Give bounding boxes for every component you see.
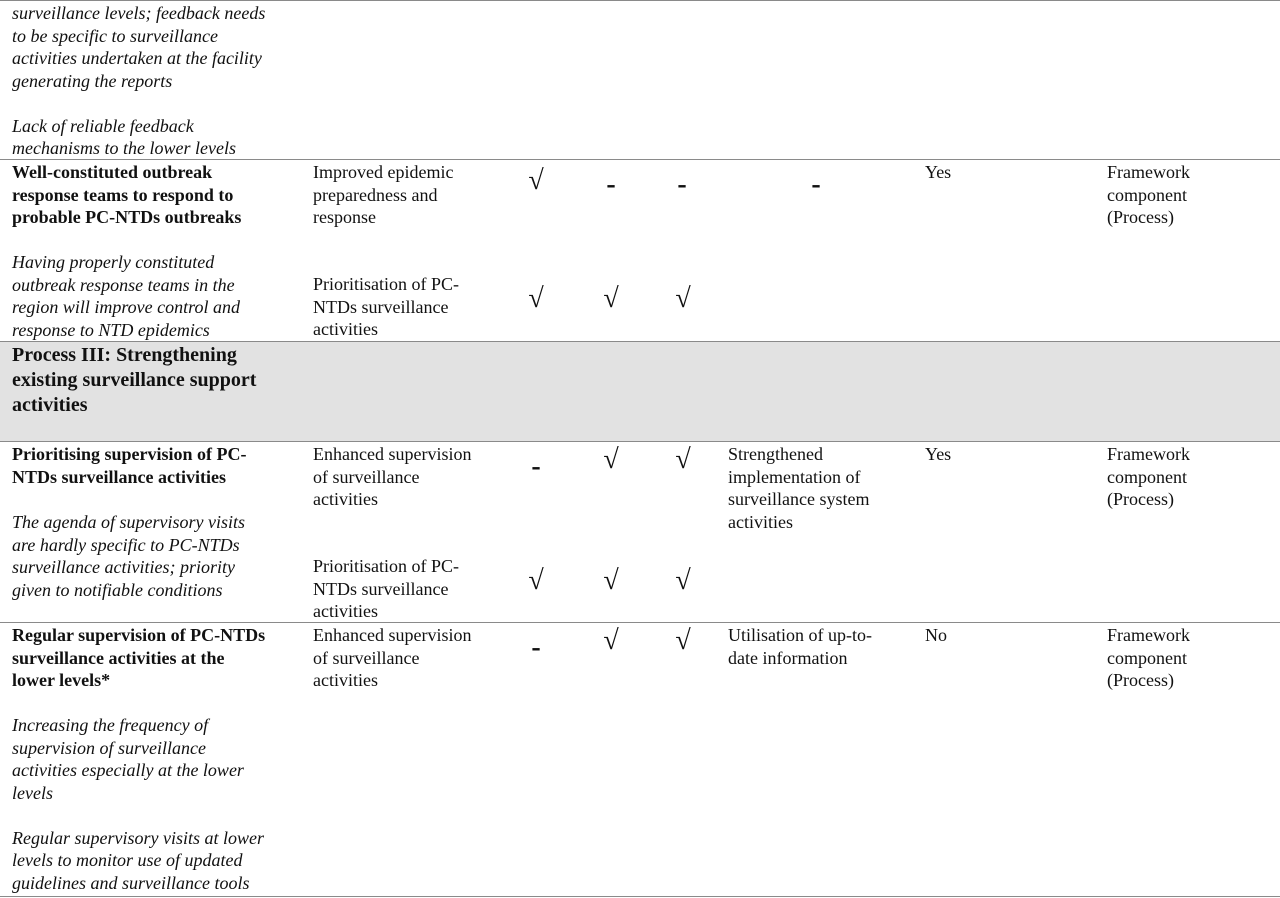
row1-mark-2-col2: √ bbox=[603, 283, 619, 314]
table-bottom-rule bbox=[0, 896, 1280, 897]
row2-italic-text: The agenda of supervisory visits are hardly specific to PC-NTDs surveillance activities; priority given to notifiable conditions bbox=[12, 512, 245, 600]
row1-outcome-2: Prioritisation of PC- NTDs surveillance activities bbox=[313, 274, 460, 339]
row3-mark-1-col3: √ bbox=[675, 625, 691, 656]
row2-mark-1-col2: √ bbox=[603, 444, 619, 475]
row2-mark-2-col1: √ bbox=[528, 565, 544, 596]
row1-impact: - bbox=[811, 169, 821, 200]
row2-framework: Framework component (Process) bbox=[1107, 444, 1190, 509]
row2-impact: Strengthened implementation of surveillance system activities bbox=[728, 444, 870, 532]
row3-outcome-1: Enhanced supervision of surveillance activities bbox=[313, 625, 472, 690]
row3-mark-1-col2: √ bbox=[603, 625, 619, 656]
row1-mark-2-col1: √ bbox=[528, 283, 544, 314]
row2-mark-1-col1: - bbox=[531, 451, 541, 482]
row-divider bbox=[0, 441, 1280, 442]
row3-answer: No bbox=[925, 625, 947, 645]
row1-mark-2-col3: √ bbox=[675, 283, 691, 314]
row1-title: Well-constituted outbreak response teams to respond to probable PC-NTDs outbreaks bbox=[12, 162, 242, 227]
row2-title: Prioritising supervision of PC- NTDs surveillance activities bbox=[12, 444, 247, 487]
row3-mark-1-col1: - bbox=[531, 632, 541, 663]
row1-italic-text: Having properly constituted outbreak response teams in the region will improve control and response to NTD epidemics bbox=[12, 252, 240, 340]
row2-mark-2-col3: √ bbox=[675, 565, 691, 596]
row0-italic-text: surveillance levels; feedback needs to be specific to surveillance activities undertaken at the facility generating the reports Lack of reliable feedback mechanisms to the lower levels bbox=[12, 3, 266, 158]
row2-mark-2-col2: √ bbox=[603, 565, 619, 596]
row3-italic-text: Increasing the frequency of supervision of surveillance activities especially at the lower levels Regular supervisory visits at lower levels to monitor use of updated guidelines and surveillance tools bbox=[12, 715, 264, 893]
row1-framework: Framework component (Process) bbox=[1107, 162, 1190, 227]
row1-mark-1-col3: - bbox=[677, 169, 687, 200]
row2-answer: Yes bbox=[925, 444, 952, 464]
row1-mark-1-col1: √ bbox=[528, 165, 544, 196]
table-top-rule bbox=[0, 0, 1280, 1]
row-divider bbox=[0, 341, 1280, 342]
row3-framework: Framework component (Process) bbox=[1107, 625, 1190, 690]
section-title: Process III: Strengthening existing surveillance support activities bbox=[12, 344, 257, 416]
row2-mark-1-col3: √ bbox=[675, 444, 691, 475]
row1-answer: Yes bbox=[925, 162, 952, 182]
row1-mark-1-col2: - bbox=[606, 169, 616, 200]
row-divider bbox=[0, 622, 1280, 623]
row3-title: Regular supervision of PC-NTDs surveillance activities at the lower levels* bbox=[12, 625, 266, 690]
row2-outcome-2: Prioritisation of PC- NTDs surveillance activities bbox=[313, 556, 460, 621]
row1-outcome-1: Improved epidemic preparedness and response bbox=[313, 162, 454, 227]
row2-outcome-1: Enhanced supervision of surveillance activities bbox=[313, 444, 472, 509]
row3-impact: Utilisation of up-to- date information bbox=[728, 625, 872, 668]
